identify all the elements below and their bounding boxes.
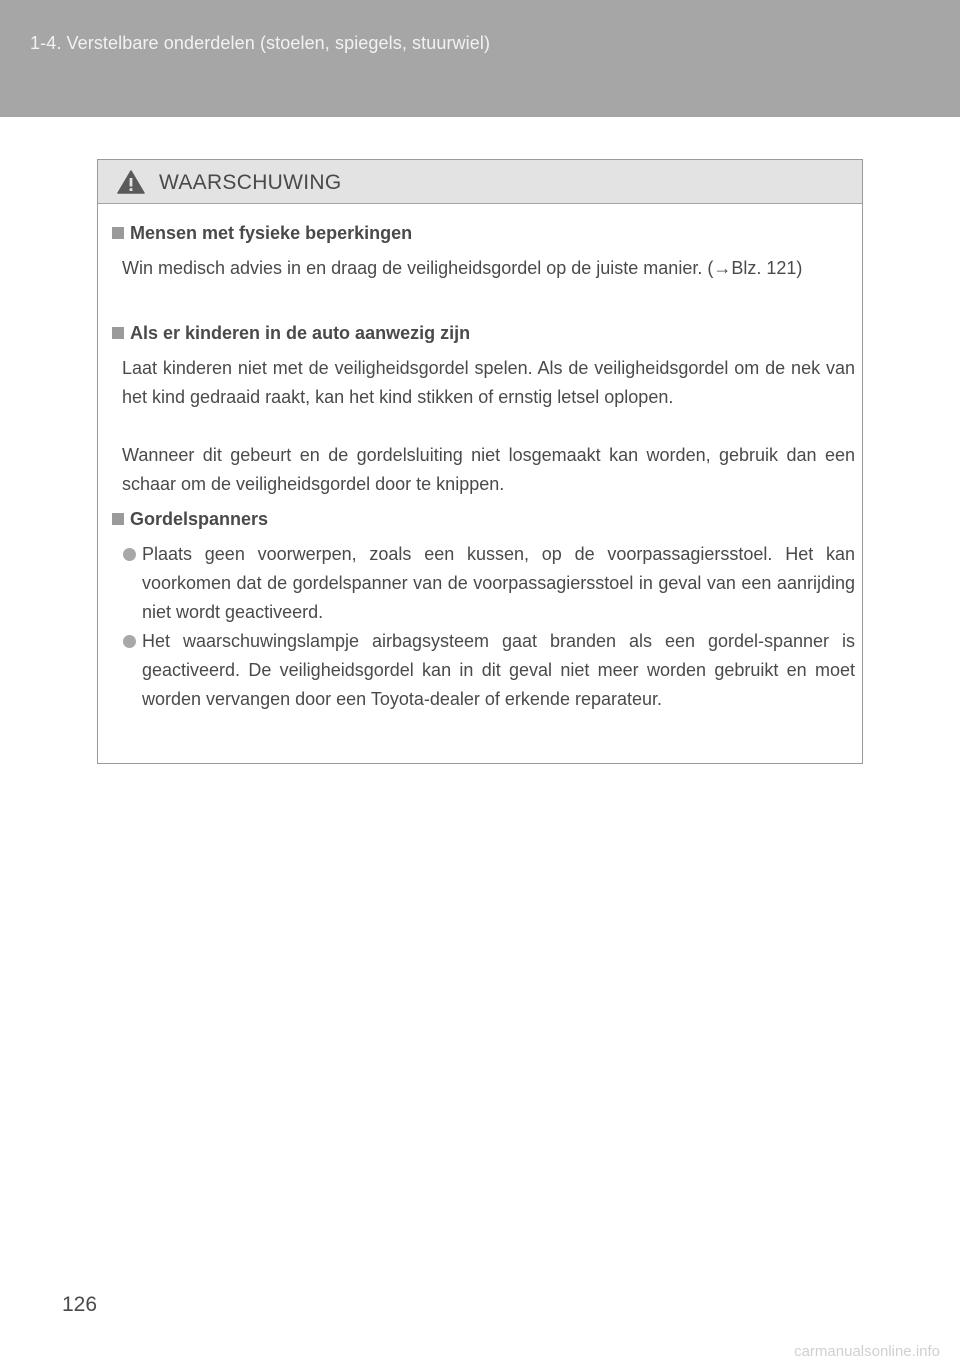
watermark: carmanualsonline.info bbox=[794, 1343, 940, 1360]
header-band bbox=[0, 0, 960, 117]
bullet-item-pretensioner-2 bbox=[142, 627, 855, 714]
round-bullet-icon bbox=[123, 548, 136, 561]
page-number: 126 bbox=[62, 1293, 98, 1316]
warning-header bbox=[98, 160, 862, 204]
warning-box bbox=[97, 159, 863, 764]
bullet-item-pretensioner-1 bbox=[142, 540, 855, 627]
square-bullet-icon bbox=[112, 227, 124, 239]
section-text-physical-limitations: Win medisch advies in en draag de veiligheidsgordel op de juiste manier. (→Blz. 121) bbox=[122, 258, 803, 278]
bullet-text: Plaats geen voorwerpen, zoals een kussen, op de voorpassagiersstoel. Het kan voorkomen dat de gordelspanner van de voorpassagiersstoel in geval van een aanrijding niet wordt geactiveerd. bbox=[142, 544, 855, 622]
warning-title: WAARSCHUWING bbox=[159, 171, 342, 194]
round-bullet-icon bbox=[123, 635, 136, 648]
section-heading-physical-limitations bbox=[112, 223, 412, 244]
square-bullet-icon bbox=[112, 327, 124, 339]
square-bullet-icon bbox=[112, 513, 124, 525]
warning-triangle-icon bbox=[117, 170, 145, 194]
section-text-children-1: Laat kinderen niet met de veiligheidsgordel spelen. Als de veiligheidsgordel om de nek van het kind gedraaid raakt, kan het kind stikken of ernstig letsel oplopen. bbox=[122, 358, 855, 407]
section-heading-pretensioners bbox=[112, 509, 268, 530]
section-heading-text: Als er kinderen in de auto aanwezig zijn bbox=[130, 323, 471, 343]
section-heading-children bbox=[112, 323, 470, 344]
section-text-children-2: Wanneer dit gebeurt en de gordelsluiting niet losgemaakt kan worden, gebruik dan een schaar om de veiligheidsgordel door te knippen. bbox=[122, 445, 855, 494]
header-title: 1-4. Verstelbare onderdelen (stoelen, spiegels, stuurwiel) bbox=[30, 33, 491, 53]
section-heading-text: Gordelspanners bbox=[130, 509, 269, 529]
section-heading-text: Mensen met fysieke beperkingen bbox=[130, 223, 413, 243]
bullet-text: Het waarschuwingslampje airbagsysteem gaat branden als een gordel-spanner is geactiveerd. De veiligheidsgordel kan in dit geval niet meer worden gebruikt en moet worden vervangen door een Toyota-dealer of erkende reparateur. bbox=[142, 631, 855, 709]
